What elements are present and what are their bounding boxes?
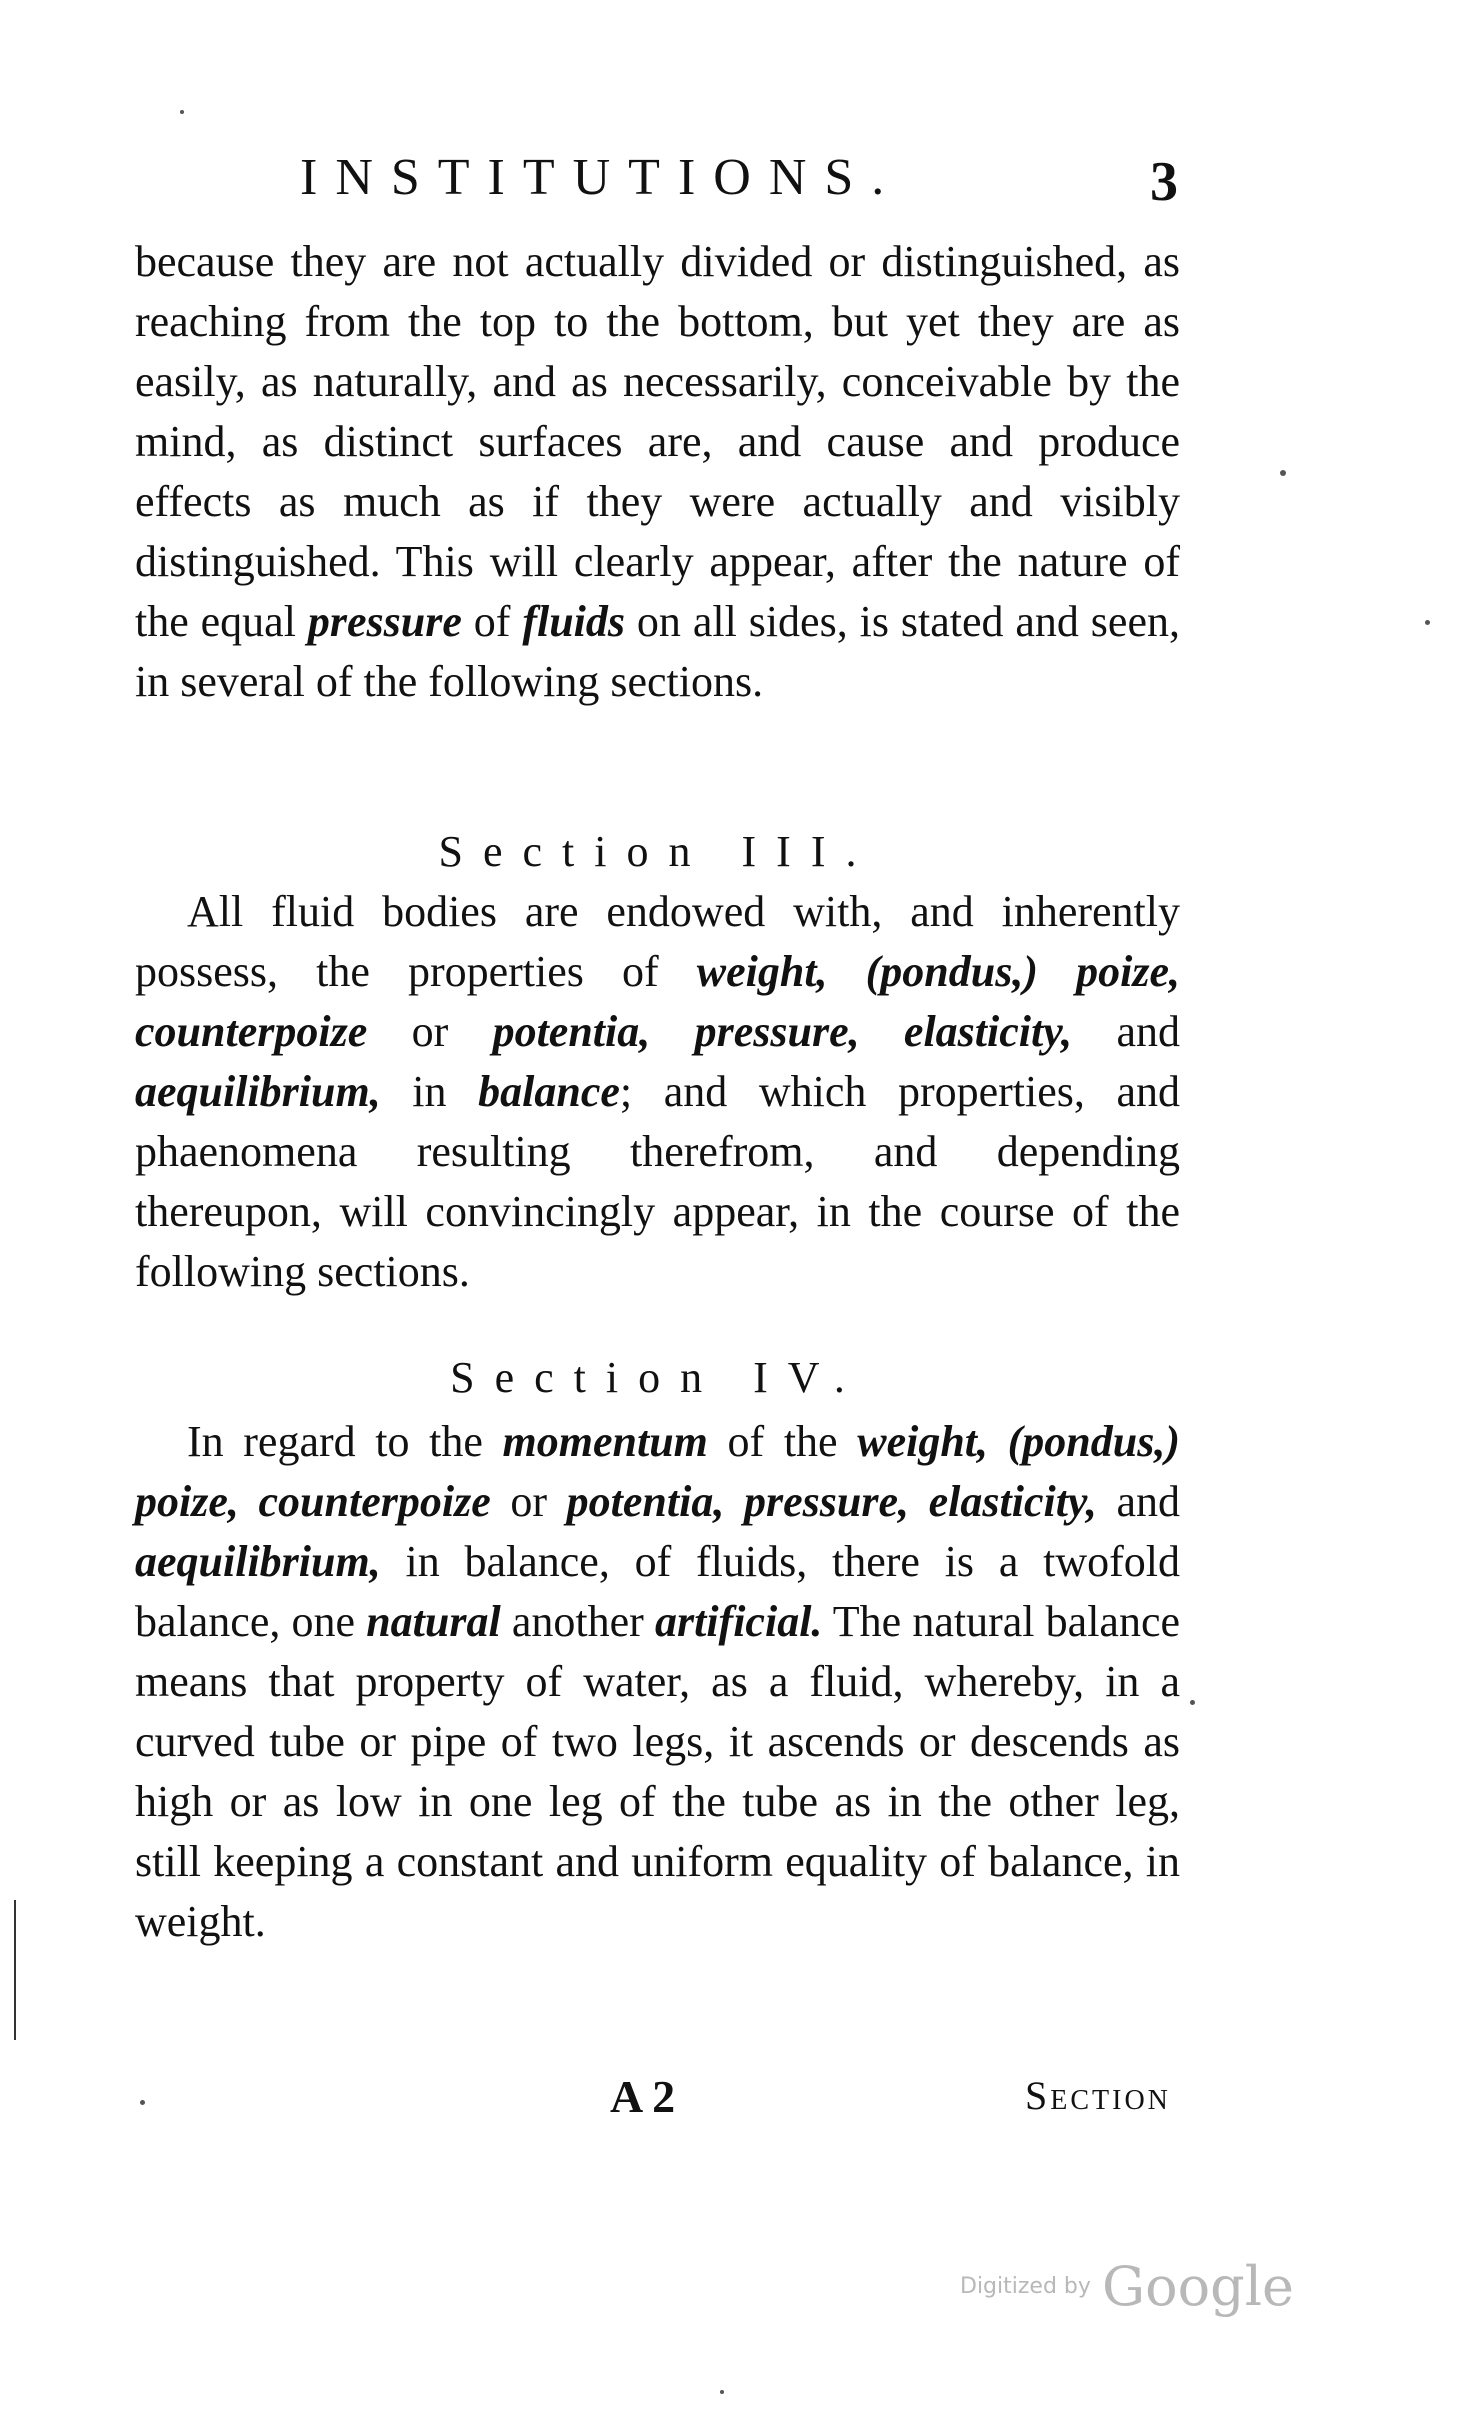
text-run: All fluid bodies are endowed with, and inherently possess, the properties of (135, 887, 1180, 996)
italic-term: natural (366, 1597, 501, 1646)
page-number: 3 (1150, 151, 1178, 213)
scan-speck (180, 110, 184, 114)
text-run: and (1096, 1477, 1180, 1526)
digitized-watermark (960, 2255, 1294, 2318)
watermark-prefix: Digitized by (960, 2274, 1091, 2299)
italic-term: weight, (pondus,) poize, counterpoize (135, 1417, 1181, 1526)
italic-term: balance (478, 1067, 620, 1116)
italic-term: aequilibrium, (135, 1537, 381, 1586)
text-run: In regard to the (187, 1417, 503, 1466)
section-3-heading: Section III. (438, 827, 877, 876)
paragraph-1-text (135, 232, 1180, 712)
section-4-heading: Section IV. (450, 1353, 865, 1402)
scan-speck (720, 2390, 724, 2394)
italic-term: fluids (522, 597, 626, 646)
scan-speck (1280, 470, 1286, 476)
catchword: Section (1025, 2073, 1171, 2118)
page-edge-mark (14, 1900, 16, 2040)
italic-term: weight, (pondus,) poize, counterpoize (135, 947, 1180, 1056)
paragraph-1 (135, 232, 1180, 712)
text-run: in balance, of fluids, there is a twofold balance, one (135, 1537, 1180, 1646)
scan-speck (1190, 1700, 1195, 1705)
paragraph-2 (135, 882, 1180, 1302)
italic-term: potentia, pressure, elasticity, (566, 1477, 1097, 1526)
text-run: of (461, 597, 523, 646)
scan-speck (1425, 620, 1430, 625)
text-run: because they are not actually divided or distinguished, as reaching from the top to the bottom, but yet they are as easily, as naturally, and as necessarily, conceivable by the mind, as distinct surfaces are, and cause and produce effects as much as if they were actually and visibly distinguished. This will clearly appear, after the nature of the equal (135, 237, 1180, 646)
text-run: ; and which properties, and phaenomena resulting therefrom, and depending thereupon, will convincingly appear, in the course of the following sections. (135, 1067, 1180, 1296)
italic-term: momentum (502, 1417, 708, 1466)
text-run: of the (707, 1417, 858, 1466)
text-run: another (500, 1597, 655, 1646)
text-run: on all sides, is stated and seen, in several of the following sections. (135, 597, 1180, 706)
paragraph-2-text (135, 882, 1180, 1302)
paragraph-3-text (135, 1412, 1180, 1952)
text-run: or (367, 1007, 493, 1056)
text-run: and (1072, 1007, 1181, 1056)
italic-term: potentia, pressure, elasticity, (492, 1007, 1073, 1056)
text-run: or (490, 1477, 567, 1526)
signature-mark: A 2 (610, 2071, 676, 2122)
italic-term: aequilibrium, (135, 1067, 381, 1116)
italic-term: pressure (307, 597, 462, 646)
running-title: INSTITUTIONS. (300, 149, 903, 206)
italic-term: artificial. (654, 1597, 823, 1646)
text-run: in (380, 1067, 479, 1116)
text-run: The natural balance means that property of water, as a fluid, whereby, in a curved tube or pipe of two legs, it ascends or descends as high or as low in one leg of the tube as in the other leg, still keeping a constant and uniform equality of balance, in weight. (135, 1597, 1181, 1946)
paragraph-3 (135, 1412, 1180, 1952)
scan-speck (140, 2100, 145, 2105)
watermark-brand: Google (1102, 2255, 1294, 2318)
